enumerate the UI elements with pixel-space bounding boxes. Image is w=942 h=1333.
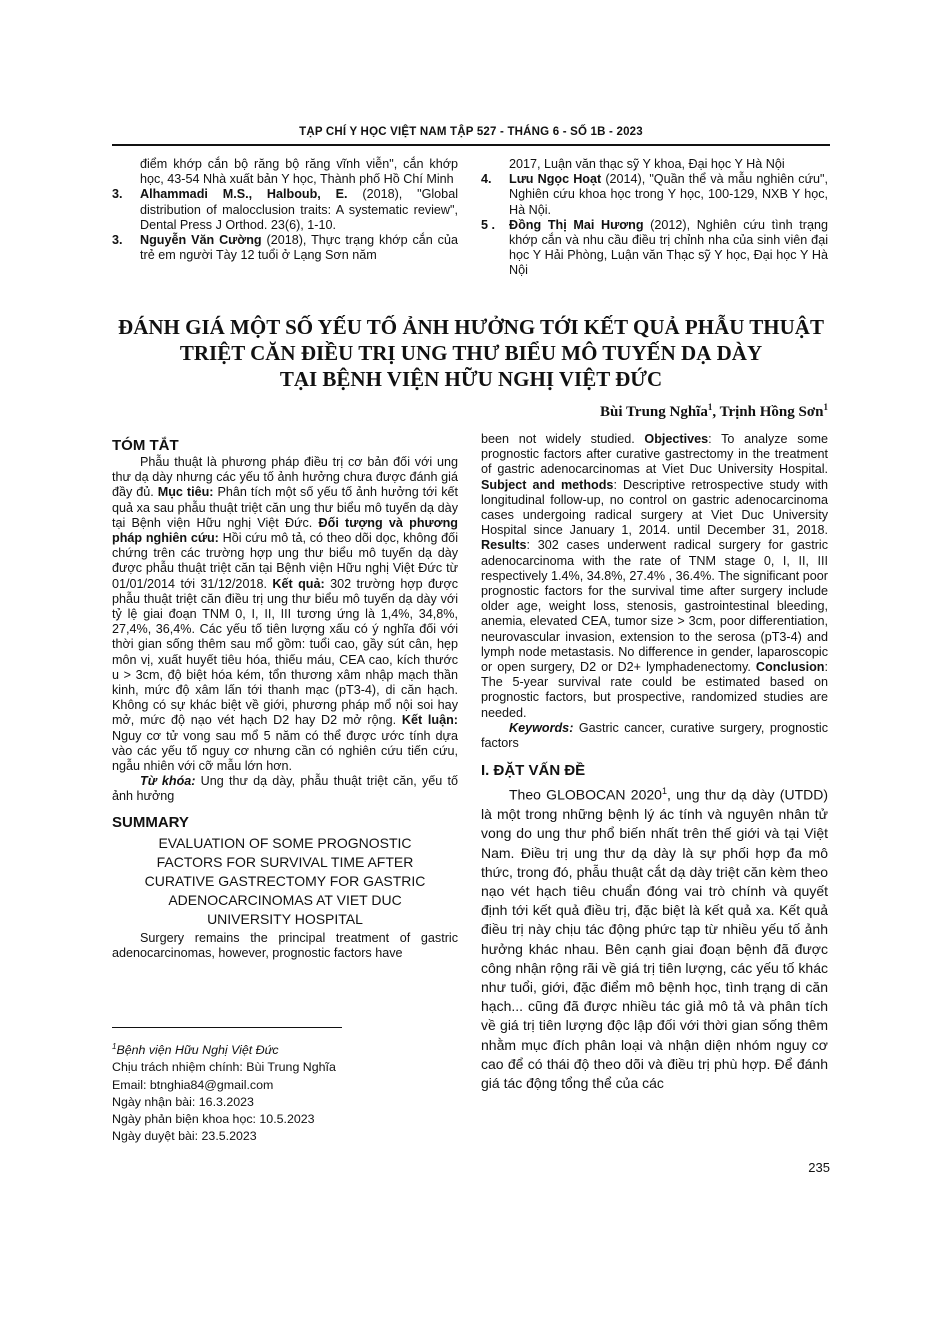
abstract-text: 302 trường hợp được phẫu thuật triệt căn điều trị ung thư biểu mô tuyến dạ dày với tỷ lệ giai đoạn TNM 0, I, II, III tương ứng là 1,4%, 34,8%, 27,4%, 36,4%. Các yếu tố tiên lượng xấu có ý nghĩa đối với thời gian sống thêm sau mổ gồm: tuổi cao, gầy sút cân, hẹp môn vị, xuất huyết tiêu hóa, thiếu máu, CEA cao, kích thước u > 3cm, độ biệt hóa kém, tổn thương xâm nhập mạch thần kinh, mức độ xâm lấn tới thanh mạc (pT3-4), di căn hạch. Không có sự khác biệt về giới, phương pháp mổ nội soi hay mở, mức độ nạo vét hạch D2 hay D2 mở rộng. [112, 576, 458, 728]
author-name: Bùi Trung Nghĩa [600, 404, 708, 420]
affiliation-text: Bệnh viện Hữu Nghị Việt Đức [116, 1043, 279, 1058]
reference-item [112, 187, 458, 233]
page-number: 235 [808, 1160, 830, 1175]
author-affiliation-mark: 1 [707, 402, 713, 412]
abstract-label: Mục tiêu: [157, 485, 214, 500]
footnote-received: Ngày nhận bài: 16.3.2023 [112, 1094, 254, 1109]
reference-number: 3. [112, 233, 123, 248]
footnote-affiliation [112, 1038, 458, 1059]
left-column [112, 436, 458, 961]
reference-text: (2018), "Global distribution of malocclusion traits: A systematic review", Dental Press J Orthod. 23(6), 1-10. [140, 187, 458, 232]
summary-body [481, 432, 828, 721]
summary-label: Subject and methods [481, 477, 614, 492]
summary-title-line: UNIVERSITY HOSPITAL [207, 910, 363, 927]
summary-text: been not widely studied. [481, 432, 645, 446]
author-separator: , [712, 404, 720, 420]
right-column [481, 432, 828, 1093]
references-right [481, 157, 828, 279]
keywords-text: Ung thư dạ dày, phẫu thuật triệt căn, yếu tố ảnh hưởng [112, 774, 458, 804]
abstract-label: Đối tượng và phương pháp nghiên cứu: [112, 515, 458, 546]
reference-item [481, 218, 828, 279]
abstract-text: Nguy cơ tử vong sau mổ 5 năm có thể được ước tính dựa vào các yếu tố nguy cơ nhưng cần có nghiên cứu tiến cứu, ngẫu nhiên với cỡ mẫu lớn hơn. [112, 728, 458, 774]
abstract-text: Hồi cứu mô tả, có theo dõi dọc, không đối chứng trên các trường hợp ung thư biểu mô tuyến dạ dày được phẫu thuật triệt căn tại Bệnh viện Hữu nghị Việt Đức từ 01/01/2014 tới 31/12/2018. [112, 531, 458, 591]
title-line: ĐÁNH GIÁ MỘT SỐ YẾU TỐ ẢNH HƯỞNG TỚI KẾT QUẢ PHẪU THUẬT [118, 315, 824, 339]
abstract-label: Kết quả: [272, 576, 325, 591]
title-line: TRIỆT CĂN ĐIỀU TRỊ UNG THƯ BIỂU MÔ TUYẾN DẠ DÀY [179, 341, 763, 365]
footnote-reviewed: Ngày phản biện khoa học: 10.5.2023 [112, 1111, 315, 1126]
footnote-email: Email: btnghia84@gmail.com [112, 1077, 274, 1092]
reference-author: Lưu Ngọc Hoạt [509, 172, 602, 187]
reference-text: (2014), "Quần thể và mẫu nghiên cứu", Nghiên cứu khoa học trong Y học, 100-129, NXB Y học, Hà Nội. [509, 172, 828, 217]
summary-heading: SUMMARY [112, 813, 189, 831]
keywords-english [481, 721, 828, 751]
reference-number: 3. [112, 187, 123, 202]
keywords-vietnamese [112, 774, 458, 804]
summary-text: : 302 cases underwent radical surgery for gastric adenocarcinoma with the rate of TNM stage 0, I, II, III respectively 1.4%, 34.8%, 27.4% , 36.4%. The significant poor prognostic factors for the survival time after surgery include older age, weight loss, stenosis, gastrointestinal bleeding, anemia, elevated CEA, tumor size > 3cm, poor differentiation, neurovascular invasion, extension to the serosa (pT3-4) and lymph node metastasis. No difference in gender, laparoscopic or open surgery, D2 or D2+ lymphadenectomy. [481, 538, 828, 675]
summary-label: Conclusion [755, 660, 825, 675]
intro-text: Theo GLOBOCAN 2020 [509, 786, 662, 803]
summary-text: : To analyze some prognostic factors after curative gastrectomy in the treatment of gastric adenocarcinomas at Viet Duc University Hospital. [481, 432, 828, 477]
reference-text: (2012), Nghiên cứu tình trạng khớp cắn và nhu cầu điều trị chỉnh nha của sinh viên đại học Y Hải Phòng, Luận văn Thạc sỹ Y học, Đại học Y Hà Nội [509, 217, 828, 278]
summary-label: Results [481, 538, 527, 553]
reference-number: 5 . [481, 217, 496, 232]
running-header: TẠP CHÍ Y HỌC VIỆT NAM TẬP 527 - THÁNG 6 - SỐ 1B - 2023 [299, 126, 643, 138]
reference-author: Nguyễn Văn Cường [140, 233, 262, 248]
citation-mark: 1 [661, 786, 667, 797]
footnotes [112, 1038, 458, 1145]
footnote-mark: 1 [112, 1042, 117, 1051]
footnote-responsible: Chịu trách nhiệm chính: Bùi Trung Nghĩa [112, 1060, 336, 1075]
footnote-rule [112, 1027, 342, 1028]
reference-item [481, 172, 828, 218]
summary-title-line: FACTORS FOR SURVIVAL TIME AFTER [156, 853, 414, 870]
author-name: Trịnh Hồng Sơn [719, 404, 824, 420]
summary-label: Objectives [644, 432, 709, 446]
reference-number: 4. [481, 172, 492, 187]
author-affiliation-mark: 1 [823, 402, 828, 412]
abstract-text: Phân tích một số yếu tố ảnh hưởng tới kết quả xa sau phẫu thuật triệt căn ung thư biểu mô tuyến dạ dày tại Bệnh viện Hữu nghị Việt Đức. [112, 485, 458, 530]
introduction-paragraph [481, 782, 828, 1093]
author-line [470, 402, 828, 421]
introduction-heading: I. ĐẶT VẤN ĐỀ [481, 762, 586, 780]
summary-text: : The 5-year survival rate could be estimated based on prognostic factors, but prospective, randomized studies are needed. [481, 660, 828, 720]
footnote-approved: Ngày duyệt bài: 23.5.2023 [112, 1129, 257, 1144]
summary-text: : Descriptive retrospective study with longitudinal follow-up, no control on gastric adenocarcinoma cases undergoing radical surgery at Viet Duc University Hospital since January 1, 2014. until December 31, 2018. [481, 477, 829, 538]
reference-continuation: 2017, Luận văn thạc sỹ Y khoa, Đại học Y Hà Nội [509, 157, 785, 171]
header-rule [112, 144, 830, 146]
summary-title-line: ADENOCARCINOMAS AT VIET DUC [168, 891, 402, 908]
abstract-label: Kết luận: [401, 713, 459, 728]
intro-text: , ung thư dạ dày (UTDD) là một trong những bệnh lý ác tính và nguyên nhân tử vong do ung thư phổ biến nhất trên thế giới và tại Việt Nam. Điều trị ung thư dạ dày là sự phối hợp đa mô thức, trong đó, phẫu thuật cắt dạ dày triệt căn kèm theo nạo vét hạch tiêu chuẩn đóng vai trò chính và quyết định tới kết quả điều trị, đặc biệt là kết quả xa. Kết quả điều trị này chịu tác động phức tạp từ nhiều yếu tố ảnh hưởng khác nhau. Bên cạnh giai đoạn bệnh đã được công nhận rộng rãi về giá trị tiên lượng, các yếu tố khác như tuổi, giới, đặc điểm mô bệnh học, tình trạng di căn hạch... cũng đã được nhiều tác giả mô tả và phân tích về giá trị tiên lượng độc lập đối với thời gian sống thêm nhằm mục đích phân loại và nhận diện nhóm nguy cơ cao để có thái độ theo dõi và điều trị phù hợp. Để đánh giá tác động tổng thể của các [481, 786, 828, 1091]
reference-author: Đồng Thị Mai Hương [509, 217, 644, 232]
reference-item [112, 233, 458, 263]
keywords-label: Từ khóa: [140, 774, 196, 789]
summary-title-line: EVALUATION OF SOME PROGNOSTIC [158, 834, 412, 851]
abstract-vietnamese [112, 455, 458, 774]
reference-author: Alhammadi M.S., Halboub, E. [140, 187, 348, 202]
keywords-label: Keywords: [509, 720, 574, 735]
summary-start: Surgery remains the principal treatment of gastric adenocarcinomas, however, prognostic factors have [112, 930, 458, 960]
reference-continuation: điểm khớp cắn bộ răng bộ răng vĩnh viễn", cắn khớp học, 43-54 Nhà xuất bản Y học, Thành phố Hồ Chí Minh [140, 157, 458, 187]
abstract-text: Phẫu thuật là phương pháp điều trị cơ bản đối với ung thư dạ dày nhưng các yếu tố ảnh hưởng chưa được đánh giá đầy đủ. [112, 455, 458, 500]
references-left [112, 157, 458, 263]
article-title [112, 314, 830, 392]
summary-title [112, 834, 458, 929]
reference-text: (2018), Thực trạng khớp cắn của trẻ em người Tày 12 tuổi ở Lạng Sơn năm [140, 233, 458, 263]
summary-title-line: CURATIVE GASTRECTOMY FOR GASTRIC [144, 872, 426, 889]
title-line: TẠI BỆNH VIỆN HỮU NGHỊ VIỆT ĐỨC [279, 367, 663, 391]
abstract-heading: TÓM TẮT [112, 437, 179, 454]
keywords-text: Gastric cancer, curative surgery, prognostic factors [481, 720, 828, 751]
